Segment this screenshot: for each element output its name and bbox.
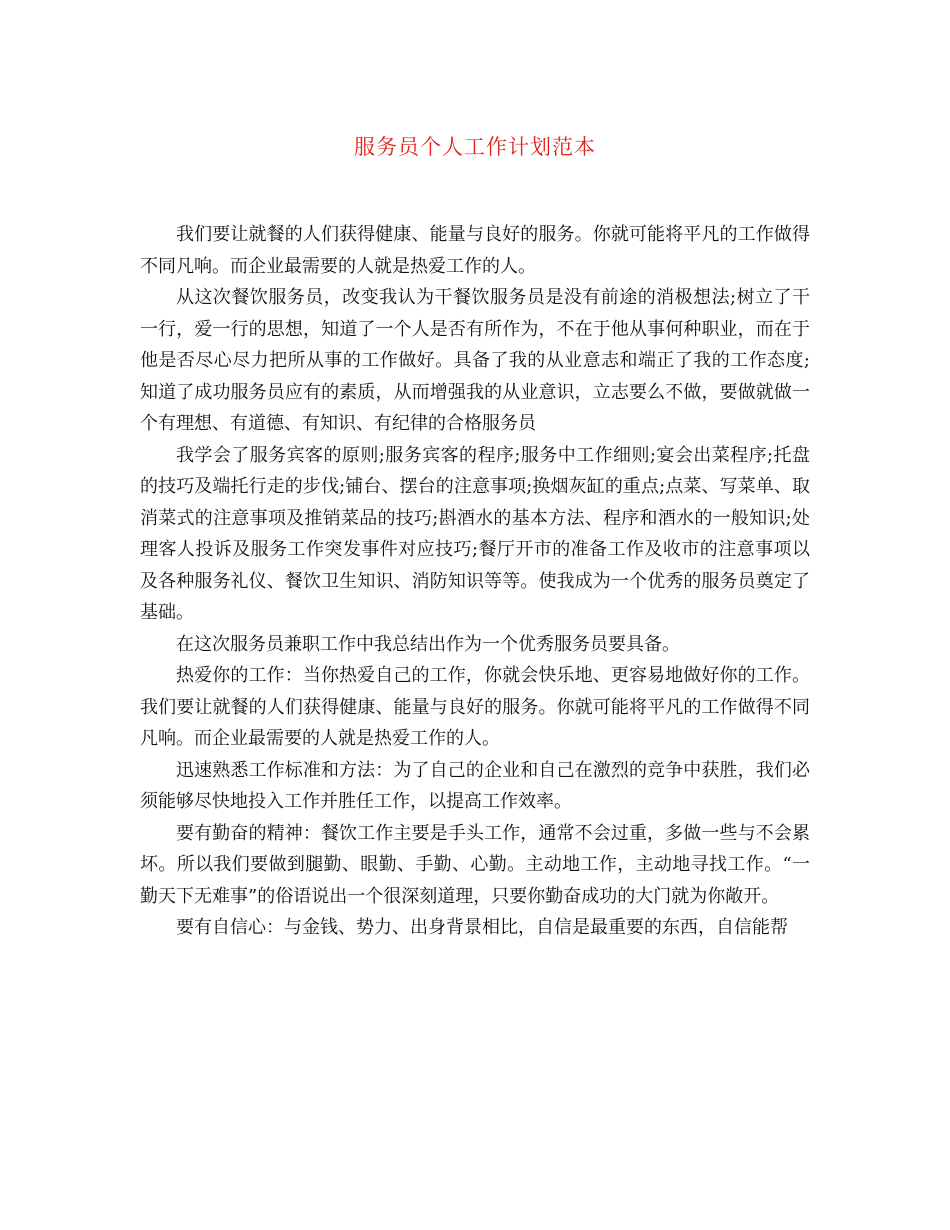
paragraph: 我们要让就餐的人们获得健康、能量与良好的服务。你就可能将平凡的工作做得不同凡响。而企业最需要的人就是热爱工作的人。 <box>140 224 810 277</box>
paragraph: 从这次餐饮服务员，改变我认为干餐饮服务员是没有前途的消极想法;树立了干一行，爱一行的思想，知道了一个人是否有所作为，不在于他从事何种职业，而在于他是否尽心尽力把所从事的工作做好。具备了我的从业意志和端正了我的工作态度;知道了成功服务员应有的素质，从而增强我的从业意识，立志要么不做，要做就做一个有理想、有道德、有知识、有纪律的合格服务员 <box>140 287 810 434</box>
paragraph: 要有勤奋的精神：餐饮工作主要是手头工作，通常不会过重，多做一些与不会累坏。所以我们要做到腿勤、眼勤、手勤、心勤。主动地工作，主动地寻找工作。“一勤天下无难事”的俗语说出一个很深刻道理，只要你勤奋成功的大门就为你敞开。 <box>140 822 810 907</box>
paragraph: 我学会了服务宾客的原则;服务宾客的程序;服务中工作细则;宴会出菜程序;托盘的技巧及端托行走的步伐;铺台、摆台的注意事项;换烟灰缸的重点;点菜、写菜单、取消菜式的注意事项及推销菜品的技巧;斟酒水的基本方法、程序和酒水的一般知识;处理客人投诉及服务工作突发事件对应技巧;餐厅开市的准备工作及收市的注意事项以及各种服务礼仪、餐饮卫生知识、消防知识等等。使我成为一个优秀的服务员奠定了基础。 <box>140 444 810 623</box>
paragraph: 在这次服务员兼职工作中我总结出作为一个优秀服务员要具备。 <box>176 633 680 655</box>
paragraph: 要有自信心：与金钱、势力、出身背景相比，自信是最重要的东西，自信能帮 <box>176 917 788 938</box>
document-body <box>140 219 810 944</box>
paragraph: 热爱你的工作：当你热爱自己的工作，你就会快乐地、更容易地做好你的工作。我们要让就餐的人们获得健康、能量与良好的服务。你就可能将平凡的工作做得不同凡响。而企业最需要的人就是热爱工作的人。 <box>140 665 810 749</box>
paragraph: 迅速熟悉工作标准和方法：为了自己的企业和自己在激烈的竞争中获胜，我们必须能够尽快地投入工作并胜任工作，以提高工作效率。 <box>140 759 810 812</box>
document-title: 服务员个人工作计划范本 <box>354 135 596 159</box>
